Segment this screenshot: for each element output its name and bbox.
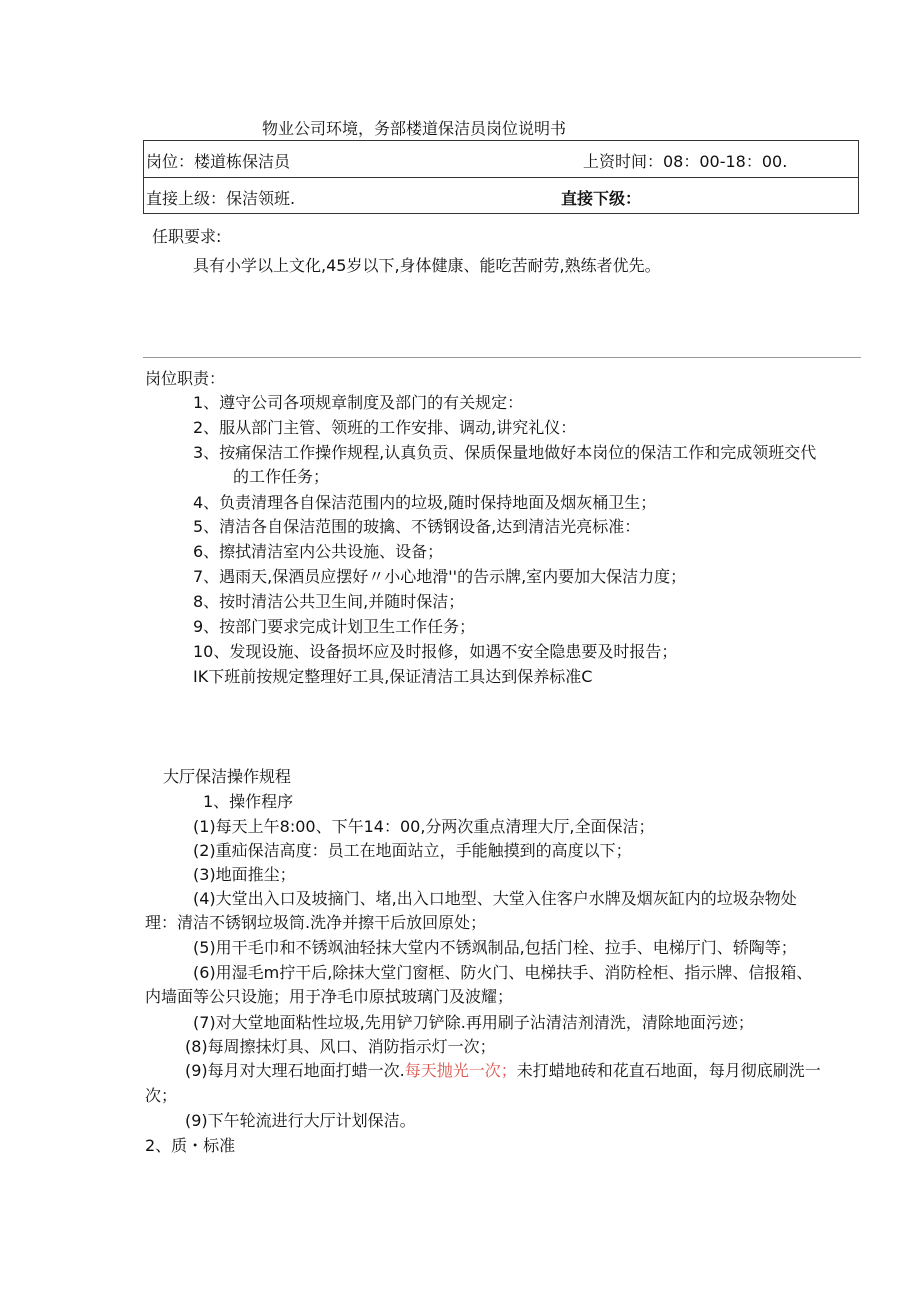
position-field: 岗位：楼道栋保洁员: [146, 152, 291, 171]
lobby-step: (4)大堂出入口及坡摘门、堵,出入口地型、大堂入住客户水牌及烟灰缸内的垃圾杂物处: [193, 889, 797, 908]
lobby-step-9-alt: (9)下午轮流进行大厅计划保洁。: [185, 1111, 416, 1130]
lobby-step: (7)对大堂地面粘性垃圾,先用铲刀铲除.再用刷子沾清洁剂清洗，清除地面污迹；: [193, 1013, 754, 1032]
duty-item: 2、服从部门主管、领班的工作安排、调动,讲究礼仪：: [193, 418, 577, 437]
lobby-step: (1)每天上午8:00、下午14：00,分两次重点清理大厅,全面保洁；: [193, 817, 655, 836]
document-title: 物业公司环境，务部楼道保洁员岗位说明书: [262, 119, 567, 138]
step9-continuation: 次；: [145, 1086, 178, 1105]
duty-item: 10、发现设施、设备损坏应及时报修，如遇不安全隐患要及时报告；: [193, 642, 678, 661]
step9-highlight: 每天抛光一次；: [404, 1061, 517, 1080]
lobby-step: 理：清洁不锈钢垃圾筒.洗净并擦干后放回原处；: [145, 913, 487, 932]
duty-item: 1、遵守公司各项规章制度及部门的有关规定：: [193, 393, 524, 412]
superior-field: 直接上级：保洁领班.: [146, 189, 296, 208]
lobby-step: (3)地面推尘；: [193, 865, 296, 884]
duty-item: 5、清洁各自保洁范围的玻擒、不锈钢设备,达到清洁光亮标准：: [193, 517, 641, 536]
header-row-1: [144, 141, 858, 177]
duty-item: 4、负责清理各自保洁范围内的垃圾,随时保持地面及烟灰桶卫生；: [193, 493, 657, 512]
lobby-step-9: [185, 1058, 821, 1081]
lobby-section-1: 1、操作程序: [203, 792, 294, 811]
duty-item: 7、遇雨天,保酒员应摆好〃小心地滑''的告示牌,室内要加大保洁力度；: [193, 567, 687, 586]
section-divider: [143, 357, 861, 358]
lobby-step: (2)重疝保洁高度：员工在地面站立，手能触摸到的高度以下；: [193, 841, 632, 860]
lobby-step: (6)用湿毛m拧干后,除抹大堂门窗框、防火门、电梯扶手、消防栓柜、指示牌、信报箱、: [193, 963, 813, 982]
requirements-label: 任职要求:: [152, 227, 222, 246]
lobby-step: (8)每周擦抹灯具、风口、消防指示灯一次；: [185, 1037, 496, 1056]
requirements-text: 具有小学以上文化,45岁以下,身体健康、能吃苦耐劳,熟练者优先。: [193, 256, 661, 275]
duties-label: 岗位职责：: [145, 369, 226, 388]
duty-item: 8、按时清洁公共卫生间,并随时保洁；: [193, 592, 465, 611]
work-time-field: 上资时间：08：00-18：00.: [583, 152, 788, 171]
lobby-step: 内墙面等公只设施；用于净毛巾原拭玻璃门及波耀；: [145, 987, 514, 1006]
subordinate-field: 直接下级：: [561, 189, 642, 208]
header-table: [143, 140, 859, 214]
header-row-2: [144, 177, 858, 214]
duty-item: IK下班前按规定整理好工具,保证清洁工具达到保养标准C: [193, 667, 593, 686]
step9-text-b: 未打蜡地砖和花直石地面，每月彻底刷洗一: [516, 1061, 821, 1080]
lobby-title: 大厅保洁操作规程: [163, 767, 292, 786]
duty-item: 3、按痛保洁工作操作规程,认真负贡、保质保量地做好本岗位的保洁工作和完成领班交代: [193, 443, 817, 462]
duty-item: 的工作任务；: [233, 467, 330, 486]
lobby-section-2: 2、质・标准: [145, 1136, 236, 1155]
duty-item: 6、擦拭清洁室内公共设施、设备；: [193, 542, 444, 561]
duty-item: 9、按部门要求完成计划卫生工作任务；: [193, 617, 476, 636]
step9-text-a: (9)每月对大理石地面打蜡一次.: [185, 1061, 405, 1080]
lobby-step: (5)用干毛巾和不锈飒油轻抹大堂内不锈飒制品,包括门栓、拉手、电梯厅门、轿陶等；: [193, 938, 797, 957]
